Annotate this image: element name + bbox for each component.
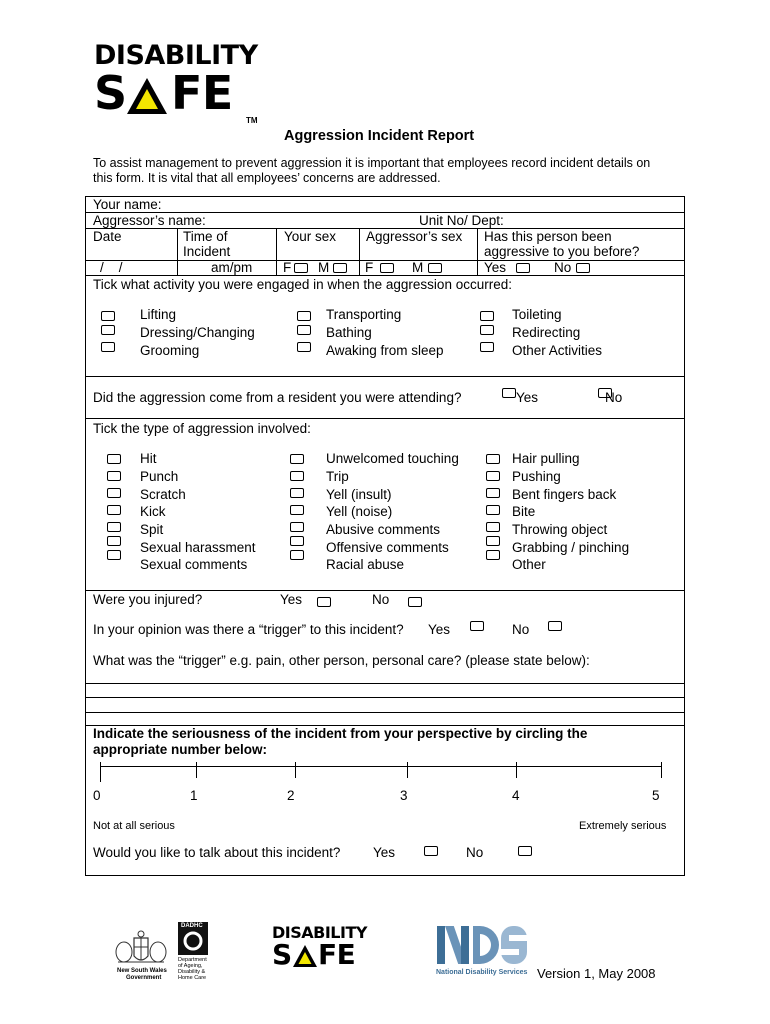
type-label: Scratch: [140, 487, 186, 502]
your-sex-label: Your sex: [284, 229, 337, 244]
prior-no-checkbox[interactable]: [576, 263, 590, 273]
trademark: TM: [246, 116, 258, 125]
ampm-field[interactable]: am/pm: [211, 260, 253, 275]
type-label: Spit: [140, 522, 164, 537]
activity-checkbox[interactable]: [480, 311, 494, 321]
prior-no-label: No: [554, 260, 572, 275]
injured-no-label: No: [372, 592, 390, 607]
activity-checkbox[interactable]: [480, 342, 494, 352]
aggressor-sex-m-label: M: [412, 260, 424, 275]
talk-yes-label: Yes: [373, 845, 396, 860]
activity-label: Grooming: [140, 343, 200, 358]
incident-label: Incident: [183, 244, 231, 259]
activity-label: Transporting: [326, 307, 402, 322]
logo-word-fe: FE: [171, 66, 233, 120]
activity-checkbox[interactable]: [480, 325, 494, 335]
activity-label: Toileting: [512, 307, 562, 322]
type-checkbox[interactable]: [107, 471, 121, 481]
type-label: Grabbing / pinching: [512, 540, 630, 555]
activity-checkbox[interactable]: [297, 311, 311, 321]
type-label: Hit: [140, 451, 157, 466]
trigger-question: In your opinion was there a “trigger” to this incident?: [93, 622, 404, 637]
type-label: Yell (insult): [326, 487, 392, 502]
seriousness-instruction-1: Indicate the seriousness of the incident from your perspective by circling the: [93, 726, 588, 741]
type-checkbox[interactable]: [486, 505, 500, 515]
type-question: Tick the type of aggression involved:: [93, 421, 311, 436]
unit-dept-field[interactable]: Unit No/ Dept:: [419, 213, 504, 228]
activity-checkbox[interactable]: [101, 311, 115, 321]
type-checkbox[interactable]: [486, 522, 500, 532]
trigger-answer-line-1[interactable]: [86, 684, 684, 697]
scale-number-0[interactable]: 0: [93, 788, 101, 803]
your-sex-m-checkbox[interactable]: [333, 263, 347, 273]
trigger-describe-prompt: What was the “trigger” e.g. pain, other person, personal care? (please state below):: [93, 653, 590, 668]
trigger-no-checkbox[interactable]: [548, 621, 562, 631]
type-checkbox[interactable]: [290, 471, 304, 481]
your-name-field[interactable]: Your name:: [93, 197, 162, 212]
type-label: Racial abuse: [326, 557, 405, 572]
prior-aggression-label-1: Has this person been: [484, 229, 612, 244]
activity-checkbox[interactable]: [297, 325, 311, 335]
dadhc-logo: [178, 922, 218, 982]
activity-label: Lifting: [140, 307, 177, 322]
type-checkbox[interactable]: [107, 505, 121, 515]
type-checkbox[interactable]: [107, 536, 121, 546]
nds-name: National Disability Services: [436, 969, 528, 976]
type-checkbox[interactable]: [290, 488, 304, 498]
type-checkbox[interactable]: [107, 522, 121, 532]
activity-checkbox[interactable]: [101, 342, 115, 352]
type-label: Kick: [140, 504, 166, 519]
aggressor-name-field[interactable]: Aggressor’s name:: [93, 213, 206, 228]
logo-word-s: S: [94, 66, 127, 120]
your-sex-m-label: M: [318, 260, 330, 275]
type-checkbox[interactable]: [486, 550, 500, 560]
scale-high-label: Extremely serious: [579, 820, 667, 832]
talk-question: Would you like to talk about this incident?: [93, 845, 341, 860]
resident-yes-checkbox[interactable]: [502, 388, 516, 398]
dadhc-line-3: Disability &: [178, 969, 206, 975]
dadhc-acronym: DADHC: [181, 923, 203, 929]
version-label: Version 1, May 2008: [537, 966, 656, 981]
injured-yes-checkbox[interactable]: [317, 597, 331, 607]
scale-number-2[interactable]: 2: [287, 788, 295, 803]
type-label: Yell (noise): [326, 504, 393, 519]
logo-word-disability: DISABILITY: [94, 40, 258, 71]
seriousness-scale-line: [100, 766, 661, 767]
nds-letters-mark: [437, 922, 529, 966]
talk-yes-checkbox[interactable]: [424, 846, 438, 856]
aggressor-sex-m-checkbox[interactable]: [428, 263, 442, 273]
disability-safe-logo: [94, 42, 269, 132]
activity-label: Other Activities: [512, 343, 603, 358]
nsw-line-2: Government: [126, 975, 162, 981]
injured-yes-label: Yes: [280, 592, 303, 607]
nsw-line-1: New South Wales: [117, 968, 167, 974]
prior-yes-checkbox[interactable]: [516, 263, 530, 273]
type-label: Unwelcomed touching: [326, 451, 459, 466]
trigger-no-label: No: [512, 622, 530, 637]
talk-no-label: No: [466, 845, 484, 860]
type-label: Throwing object: [512, 522, 608, 537]
type-label: Sexual comments: [140, 557, 248, 572]
activity-checkbox[interactable]: [297, 342, 311, 352]
type-label: Bent fingers back: [512, 487, 617, 502]
aggressor-sex-f-label: F: [365, 260, 374, 275]
footer-disability-safe-logo: [272, 924, 372, 979]
date-label: Date: [93, 229, 122, 244]
scale-number-4[interactable]: 4: [512, 788, 520, 803]
scale-number-5[interactable]: 5: [652, 788, 660, 803]
scale-low-label: Not at all serious: [93, 820, 175, 832]
type-label: Offensive comments: [326, 540, 449, 555]
type-checkbox[interactable]: [290, 536, 304, 546]
footer-logo-word-fe: FE: [318, 938, 356, 971]
dadhc-line-4: Home Care: [178, 975, 207, 981]
activity-label: Redirecting: [512, 325, 581, 340]
scale-number-3[interactable]: 3: [400, 788, 408, 803]
type-checkbox[interactable]: [290, 522, 304, 532]
type-checkbox[interactable]: [486, 471, 500, 481]
intro-line-1: To assist management to prevent aggression it is important that employees record incident details on: [93, 156, 651, 170]
type-label: Punch: [140, 469, 179, 484]
activity-label: Dressing/Changing: [140, 325, 255, 340]
type-label: Sexual harassment: [140, 540, 256, 555]
nsw-government-logo: [112, 930, 170, 985]
dadhc-line-1: Department: [178, 957, 207, 963]
your-sex-f-label: F: [283, 260, 292, 275]
injured-question: Were you injured?: [93, 592, 203, 607]
your-sex-f-checkbox[interactable]: [294, 263, 308, 273]
seriousness-instruction-2: appropriate number below:: [93, 742, 268, 757]
intro-line-2: this form. It is vital that all employees’ concerns are addressed.: [93, 171, 441, 185]
activity-checkbox[interactable]: [101, 325, 115, 335]
type-label: Trip: [326, 469, 349, 484]
type-label: Other: [512, 557, 546, 572]
activity-label: Awaking from sleep: [326, 343, 444, 358]
aggressor-sex-f-checkbox[interactable]: [380, 263, 394, 273]
injured-no-checkbox[interactable]: [408, 597, 422, 607]
page-title: Aggression Incident Report: [284, 128, 475, 144]
type-checkbox[interactable]: [290, 454, 304, 464]
type-label: Abusive comments: [326, 522, 441, 537]
footer-logo-word-disability: DISABILITY: [272, 923, 367, 942]
type-checkbox[interactable]: [486, 454, 500, 464]
dadhc-ring-icon: [178, 929, 208, 955]
type-checkbox[interactable]: [290, 505, 304, 515]
nds-logo: [436, 922, 536, 982]
dadhc-badge: [178, 922, 208, 955]
dadhc-line-2: of Ageing,: [178, 963, 203, 969]
activity-question: Tick what activity you were engaged in when the aggression occurred:: [93, 277, 512, 292]
resident-question: Did the aggression come from a resident you were attending?: [93, 390, 462, 405]
type-checkbox[interactable]: [107, 488, 121, 498]
type-checkbox[interactable]: [486, 488, 500, 498]
type-label: Hair pulling: [512, 451, 580, 466]
trigger-yes-label: Yes: [428, 622, 451, 637]
type-checkbox[interactable]: [486, 536, 500, 546]
prior-aggression-label-2: aggressive to you before?: [484, 244, 640, 259]
resident-yes-label: Yes: [516, 390, 539, 405]
scale-number-1[interactable]: 1: [190, 788, 198, 803]
activity-label: Bathing: [326, 325, 372, 340]
prior-yes-label: Yes: [484, 260, 507, 275]
type-checkbox[interactable]: [107, 550, 121, 560]
time-of-label: Time of: [183, 229, 228, 244]
type-label: Pushing: [512, 469, 561, 484]
date-input[interactable]: / /: [100, 260, 123, 275]
footer-warning-triangle-icon: [292, 944, 318, 968]
aggressor-sex-label: Aggressor’s sex: [366, 229, 463, 244]
trigger-yes-checkbox[interactable]: [470, 621, 484, 631]
trigger-answer-line-2[interactable]: [86, 698, 684, 712]
resident-no-label: No: [605, 390, 623, 405]
type-label: Bite: [512, 504, 536, 519]
type-checkbox[interactable]: [107, 454, 121, 464]
coat-of-arms-icon: [112, 930, 170, 966]
footer-logo-word-s: S: [272, 938, 292, 971]
warning-triangle-icon: [125, 76, 169, 116]
talk-no-checkbox[interactable]: [518, 846, 532, 856]
type-checkbox[interactable]: [290, 550, 304, 560]
